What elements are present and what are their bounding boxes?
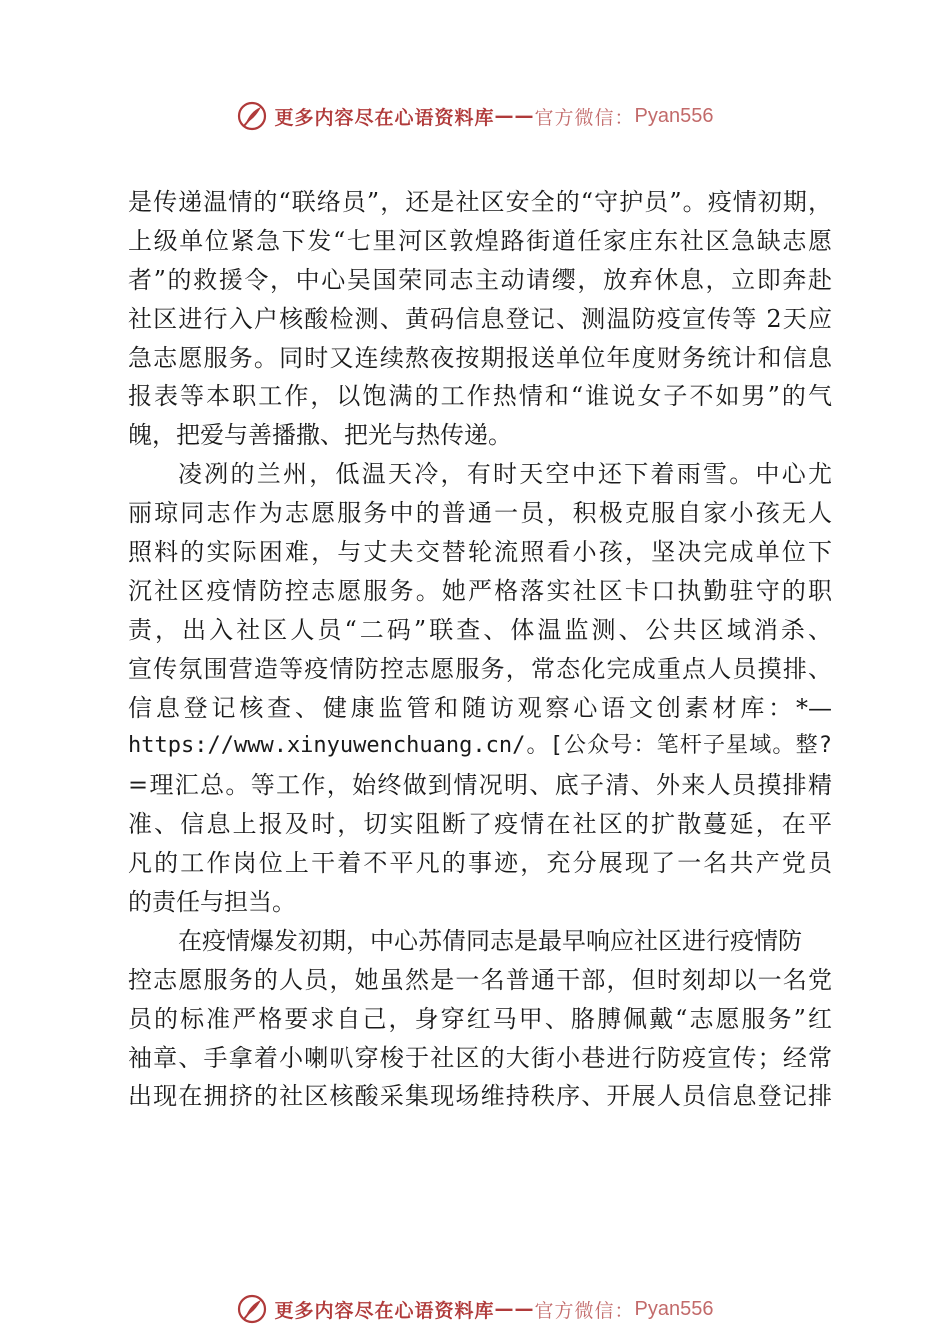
text-line: 凡的工作岗位上干着不平凡的事迹，充分展现了一名共产党员 [128,849,832,878]
footer-brand-text: 更多内容尽在心语资料库 [274,1299,495,1322]
quill-pen-logo-icon [237,101,267,131]
text-line: 员的标准严格要求自己，身穿红马甲、胳膊佩戴“志愿服务”红 [128,1004,832,1033]
text-line: 准、信息上报及时，切实阻断了疫情在社区的扩散蔓延，在平 [128,810,832,839]
text-line: 是传递温情的“联络员”，还是社区安全的“守护员”。疫情初期， [128,188,832,216]
text-line: 的责任与担当。 [128,888,296,917]
text-line: 出现在拥挤的社区核酸采集现场维持秩序、开展人员信息登记排 [128,1082,832,1111]
document-body [128,183,832,1116]
text-line: 社区进行入户核酸检测、黄码信息登记、测温防疫宣传等 2天应 [128,304,832,333]
text-line: 宣传氛围营造等疫情防控志愿服务，常态化完成重点人员摸排、 [128,654,832,683]
quill-pen-logo-icon [237,1294,267,1324]
header-wechat-id: Pyan556 [634,104,714,127]
text-line: 上级单位紧急下发“七里河区敦煌路街道任家庄东社区急缺志愿 [128,226,832,255]
text-line-url: https://www.xinyuwenchuang.cn/。[公众号：笔杆子星域。整? [128,733,832,759]
footer-wechat-id: Pyan556 [634,1297,714,1320]
text-line: 者”的救援令，中心吴国荣同志主动请缨，放弃休息，立即奔赴 [128,265,832,294]
text-line: 沉社区疫情防控志愿服务。她严格落实社区卡口执勤驻守的职 [128,576,832,605]
text-line: 控志愿服务的人员，她虽然是一名普通干部，但时刻却以一名党 [128,965,832,994]
text-line: 照料的实际困难，与丈夫交替轮流照看小孩，坚决完成单位下 [128,538,832,567]
text-line: =理汇总。等工作，始终做到情况明、底子清、外来人员摸排精 [128,771,832,800]
text-line: 在疫情爆发初期，中心苏倩同志是最早响应社区进行疫情防 [178,926,802,955]
text-line: 魄，把爱与善播撒、把光与热传递。 [128,421,512,450]
text-line: 报表等本职工作，以饱满的工作热情和“谁说女子不如男”的气 [128,382,832,411]
text-line: 袖章、手拿着小喇叭穿梭于社区的大街小巷进行防疫宣传；经常 [128,1043,832,1072]
text-line: 急志愿服务。同时又连续熬夜按期报送单位年度财务统计和信息 [128,343,832,372]
header-separator: —— [494,105,535,127]
header-banner [0,94,950,138]
header-brand-text: 更多内容尽在心语资料库 [274,106,495,129]
footer-separator: —— [494,1298,535,1320]
footer-contact-label: 官方微信： [534,1299,635,1322]
text-line: 丽琼同志作为志愿服务中的普通一员，积极克服自家小孩无人 [128,499,832,528]
footer-banner [0,1287,950,1331]
text-line: 责，出入社区人员“二码”联查、体温监测、公共区域消杀、 [128,615,832,644]
text-line: 凌冽的兰州，低温天冷，有时天空中还下着雨雪。中心尤 [178,460,832,489]
text-line: 信息登记核查、健康监管和随访观察心语文创素材库：*— [128,693,832,722]
header-contact-label: 官方微信： [534,106,635,129]
